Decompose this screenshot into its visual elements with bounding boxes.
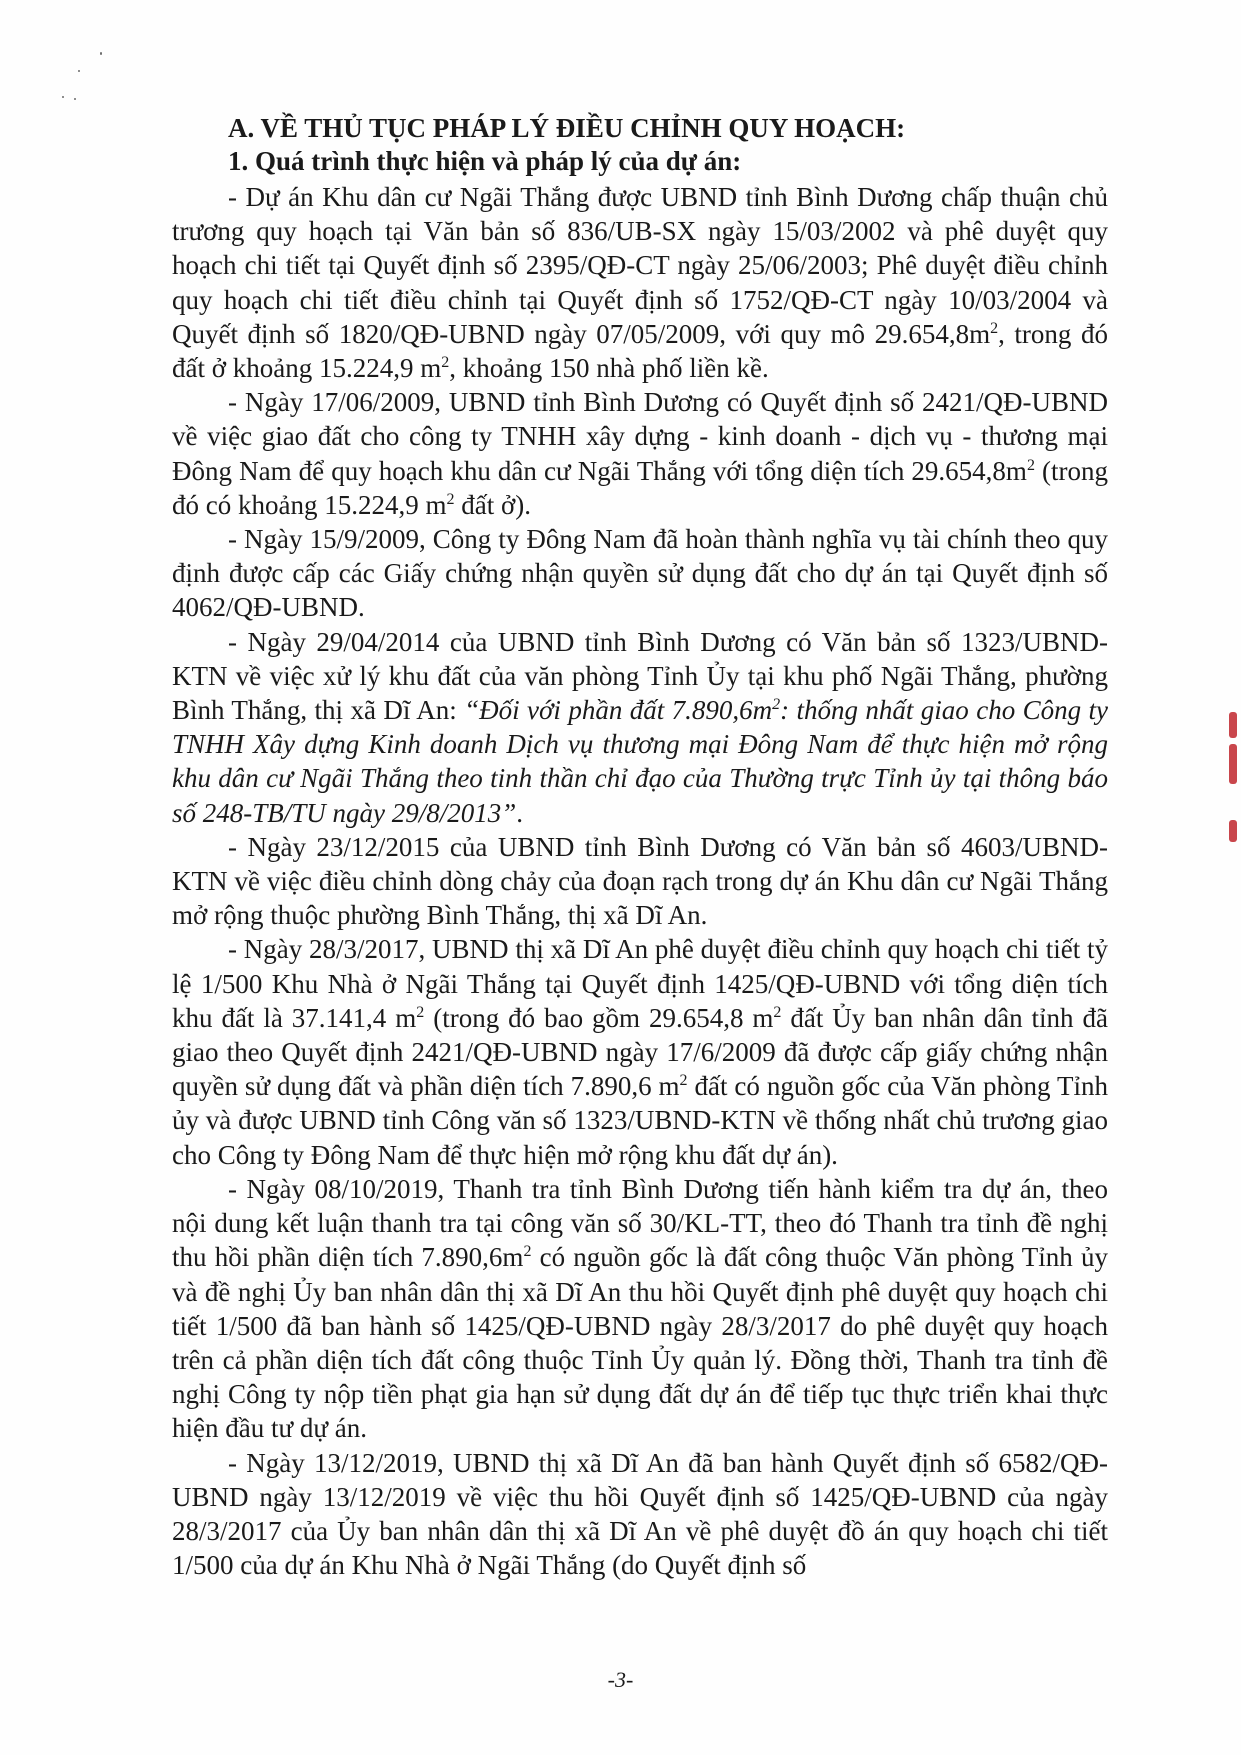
scan-speck bbox=[74, 98, 76, 100]
paragraph-plan-adjustment: - Ngày 28/3/2017, UBND thị xã Dĩ An phê duyệt điều chỉnh quy hoạch chi tiết tỷ lệ 1/500 Khu Nhà ở Ngãi Thắng tại Quyết định 1425/QĐ-UBND với tổng diện tích khu đất là 37.141,4 $m^2$ (trong đó bao gồm 29.654,8 $m^2$ đất Ủy ban nhân dân tỉnh đã giao theo Quyết định 2421/QĐ-UBND ngày 17/6/2009 đã được cấp giấy chứng nhận quyền sử dụng đất và phần diện tích 7.890,6 $m^2$ đất có nguồn gốc của Văn phòng Tỉnh ủy và được UBND tỉnh Công văn số 1323/UBND-KTN về thống nhất chủ trương giao cho Công ty Đông Nam để thực hiện mở rộng khu đất dự án). bbox=[172, 934, 1108, 1170]
quoted-directive: “Đối với phần đất $7.890,6m^2$: thống nhất giao cho Công ty TNHH Xây dựng Kinh doanh Dịch vụ thương mại Đông Nam để thực hiện mở rộng khu dân cư Ngãi Thắng theo tinh thần chỉ đạo của Thường trực Tỉnh ủy tại thông báo số 248-TB/TU ngày 29/8/2013” bbox=[172, 695, 1108, 828]
paragraph-revocation: - Ngày 13/12/2019, UBND thị xã Dĩ An đã ban hành Quyết định số 6582/QĐ-UBND ngày 13/12/2019 về việc thu hồi Quyết định số 1425/QĐ-UBND của ngày 28/3/2017 của Ủy ban nhân dân thị xã Dĩ An về phê duyệt đồ án quy hoạch chi tiết 1/500 của dự án Khu Nhà ở Ngãi Thắng (do Quyết định số bbox=[172, 1447, 1108, 1581]
paragraph-land-handling: - Ngày 29/04/2014 của UBND tỉnh Bình Dương có Văn bản số 1323/UBND-KTN về việc xử lý khu đất của văn phòng Tỉnh Ủy tại khu phố Ngãi Thắng, phường Bình Thắng, thị xã Dĩ An: “Đối với phần đất $7.890,6m^2$: thống nhất giao cho Công ty TNHH Xây dựng Kinh doanh Dịch vụ thương mại Đông Nam để thực hiện mở rộng khu dân cư Ngãi Thắng theo tinh thần chỉ đạo của Thường trực Tỉnh ủy tại thông báo số 248-TB/TU ngày 29/8/2013”. bbox=[172, 626, 1108, 828]
paragraph-land-allocation: - Ngày 17/06/2009, UBND tỉnh Bình Dương có Quyết định số 2421/QĐ-UBND về việc giao đất cho công ty TNHH xây dựng - kinh doanh - dịch vụ - thương mại Đông Nam để quy hoạch khu dân cư Ngãi Thắng với tổng diện tích $29.654,8m^2$ (trong đó có khoảng 15.224,9 $m^2$ đất ở). bbox=[172, 387, 1109, 520]
red-seal-edge bbox=[1229, 820, 1237, 842]
section-heading: A. VỀ THỦ TỤC PHÁP LÝ ĐIỀU CHỈNH QUY HOẠCH: bbox=[228, 113, 906, 143]
subsection-heading: 1. Quá trình thực hiện và pháp lý của dự án: bbox=[228, 146, 742, 176]
page-number: -3- bbox=[607, 1667, 634, 1692]
paragraph-inspection: - Ngày 08/10/2019, Thanh tra tỉnh Bình Dương tiến hành kiểm tra dự án, theo nội dung kết luận thanh tra tại công văn số 30/KL-TT, theo đó Thanh tra tỉnh đề nghị thu hồi phần diện tích $7.890,6m^2$ có nguồn gốc là đất công thuộc Văn phòng Tỉnh ủy và đề nghị Ủy ban nhân dân thị xã Dĩ An thu hồi Quyết định phê duyệt quy hoạch chi tiết 1/500 đã ban hành số 1425/QĐ-UBND ngày 28/3/2017 do phê duyệt quy hoạch trên cả phần diện tích đất công thuộc Tỉnh Ủy quản lý. Đồng thời, Thanh tra tỉnh đề nghị Công ty nộp tiền phạt gia hạn sử dụng đất dự án để tiếp tục thực triển khai thực hiện đầu tư dự án. bbox=[172, 1173, 1108, 1444]
paragraph-canal-adjustment: - Ngày 23/12/2015 của UBND tỉnh Bình Dương có Văn bản số 4603/UBND-KTN về việc điều chỉnh dòng chảy của đoạn rạch trong dự án Khu dân cư Ngãi Thắng mở rộng thuộc phường Bình Thắng, thị xã Dĩ An. bbox=[172, 831, 1108, 931]
scan-speck bbox=[100, 52, 102, 55]
paragraph-project-approval: - Dự án Khu dân cư Ngãi Thắng được UBND tỉnh Bình Dương chấp thuận chủ trương quy hoạch tại Văn bản số 836/UB-SX ngày 15/03/2002 và phê duyệt quy hoạch chi tiết tại Quyết định số 2395/QĐ-CT ngày 25/06/2003; Phê duyệt điều chỉnh quy hoạch chi tiết điều chỉnh tại Quyết định số 1752/QĐ-CT ngày 10/03/2004 và Quyết định số 1820/QĐ-UBND ngày 07/05/2009, với quy mô $29.654,8m^2$, trong đó đất ở khoảng 15.224,9 $m^2$, khoảng 150 nhà phố liền kề. bbox=[172, 182, 1108, 384]
red-seal-edge bbox=[1229, 744, 1237, 784]
red-seal-edge bbox=[1229, 712, 1237, 738]
paragraph-financial-obligation: - Ngày 15/9/2009, Công ty Đông Nam đã hoàn thành nghĩa vụ tài chính theo quy định được cấp các Giấy chứng nhận quyền sử dụng đất cho dự án tại Quyết định số 4062/QĐ-UBND. bbox=[172, 524, 1108, 623]
scan-speck bbox=[62, 96, 64, 98]
scan-speck bbox=[78, 70, 80, 72]
document-body bbox=[172, 112, 1108, 1582]
